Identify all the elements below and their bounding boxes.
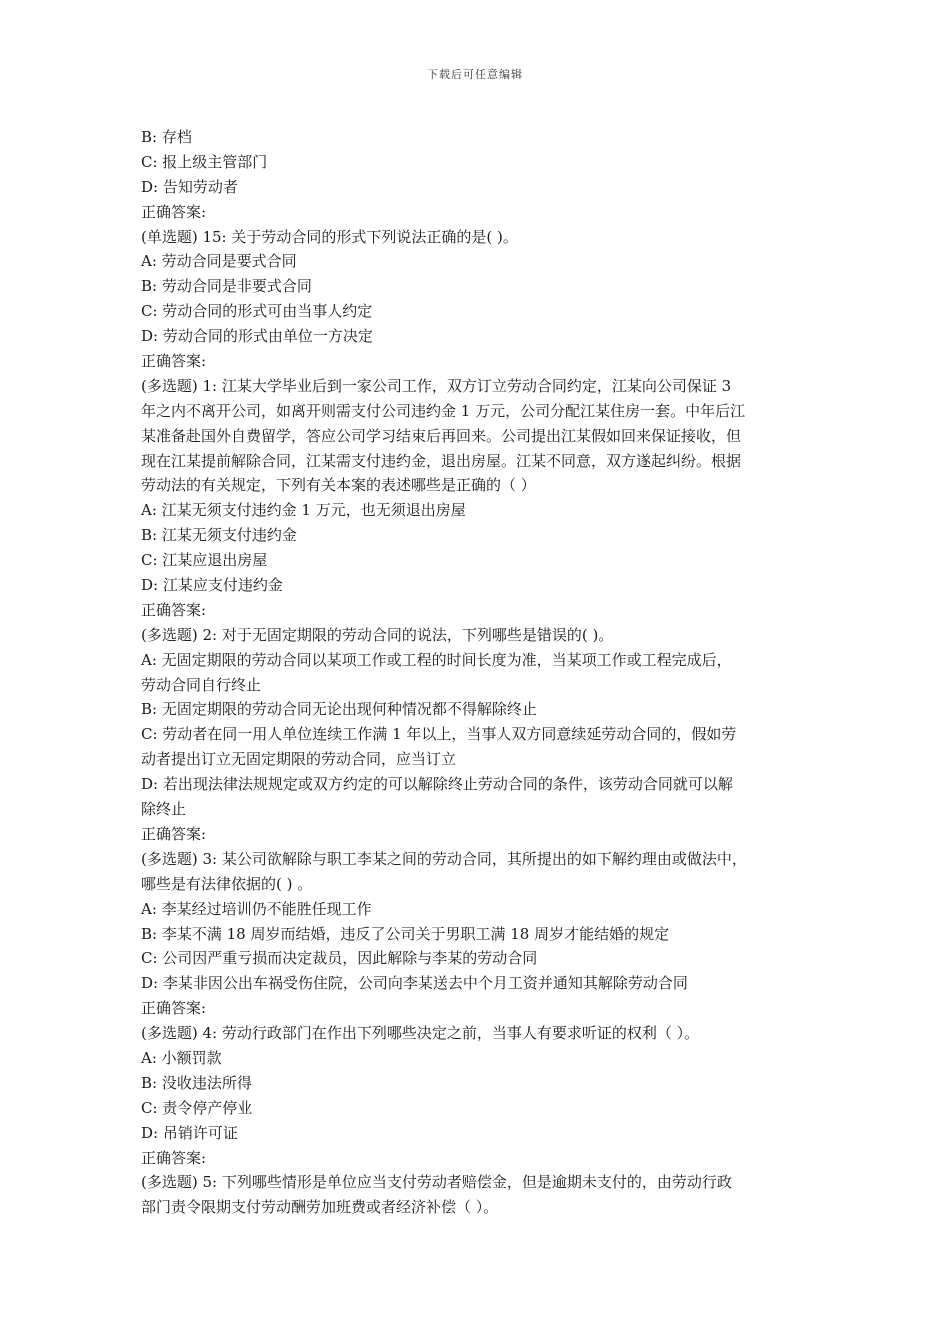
- answer-label: 正确答案:: [141, 1148, 207, 1167]
- option-line: A: 劳动合同是要式合同: [141, 252, 297, 271]
- question-text: 部门责令限期支付劳动酬劳加班费或者经济补偿（ ）。: [141, 1198, 499, 1217]
- option-line: B: 李某不满 18 周岁而结婚，违反了公司关于男职工满 18 周岁才能结婚的规定: [141, 924, 670, 943]
- option-line: B: 无固定期限的劳动合同无论出现何种情况都不得解除终止: [141, 700, 537, 719]
- option-line: D: 李某非因公出车祸受伤住院，公司向李某送去中个月工资并通知其解除劳动合同: [141, 974, 688, 993]
- question-text: 某准备赴国外自费留学，答应公司学习结束后再回来。公司提出江某假如回来保证接收，但: [141, 426, 742, 445]
- option-line: B: 劳动合同是非要式合同: [141, 277, 312, 296]
- question-title: (多选题) 1: 江某大学毕业后到一家公司工作，双方订立劳动合同约定，江某向公司保证 3: [141, 376, 732, 395]
- option-line: A: 无固定期限的劳动合同以某项工作或工程的时间长度为准，当某项工作或工程完成后，: [141, 650, 732, 669]
- option-line: D: 吊销许可证: [141, 1123, 238, 1142]
- option-line: B: 江某无须支付违约金: [141, 526, 297, 545]
- option-line: C: 劳动者在同一用人单位连续工作满 1 年以上，当事人双方同意续延劳动合同的，假如劳: [141, 725, 737, 744]
- option-line: C: 责令停产停业: [141, 1098, 253, 1117]
- question-title: (多选题) 5: 下列哪些情形是单位应当支付劳动者赔偿金，但是逾期未支付的，由劳动行政: [141, 1173, 732, 1192]
- option-line: B: 没收违法所得: [141, 1073, 252, 1092]
- question-title: (多选题) 2: 对于无固定期限的劳动合同的说法，下列哪些是错误的( )。: [141, 625, 614, 644]
- answer-label: 正确答案:: [141, 824, 207, 843]
- question-text: 年之内不离开公司，如离开则需支付公司违约金 1 万元，公司分配江某住房一套。中年后江: [141, 401, 746, 420]
- option-line: 除终止: [141, 800, 187, 819]
- question-text: 哪些是有法律依据的( ) 。: [141, 874, 313, 893]
- text-line: C: 报上级主管部门: [141, 152, 268, 171]
- question-title: (多选题) 4: 劳动行政部门在作出下列哪些决定之前，当事人有要求听证的权利（ ）。: [141, 1024, 700, 1043]
- option-line: C: 劳动合同的形式可由当事人约定: [141, 302, 373, 321]
- option-line: D: 劳动合同的形式由单位一方决定: [141, 327, 373, 346]
- option-line: 劳动合同自行终止: [141, 675, 262, 694]
- option-line: 动者提出订立无固定期限的劳动合同，应当订立: [141, 750, 457, 769]
- option-line: D: 江某应支付违约金: [141, 576, 283, 595]
- answer-label: 正确答案:: [141, 352, 207, 371]
- question-text: 现在江某提前解除合同，江某需支付违约金，退出房屋。江某不同意，双方遂起纠纷。根据: [141, 451, 742, 470]
- text-line: D: 告知劳动者: [141, 177, 238, 196]
- option-line: C: 江某应退出房屋: [141, 551, 268, 570]
- document-body: [141, 125, 811, 1220]
- question-text: 劳动法的有关规定，下列有关本案的表述哪些是正确的（ ）: [141, 476, 536, 495]
- answer-label: 正确答案:: [141, 202, 207, 221]
- page-header: 下载后可任意编辑: [427, 68, 523, 81]
- option-line: C: 公司因严重亏损而决定裁员，因此解除与李某的劳动合同: [141, 949, 538, 968]
- question-title: (单选题) 15: 关于劳动合同的形式下列说法正确的是( )。: [141, 227, 518, 246]
- option-line: A: 李某经过培训仍不能胜任现工作: [141, 899, 372, 918]
- answer-label: 正确答案:: [141, 999, 207, 1018]
- option-line: D: 若出现法律法规规定或双方约定的可以解除终止劳动合同的条件，该劳动合同就可以解: [141, 775, 733, 794]
- text-line: B: 存档: [141, 128, 192, 146]
- question-title: (多选题) 3: 某公司欲解除与职工李某之间的劳动合同，其所提出的如下解约理由或做法中，: [141, 849, 747, 868]
- option-line: A: 江某无须支付违约金 1 万元，也无须退出房屋: [141, 501, 466, 520]
- answer-label: 正确答案:: [141, 600, 207, 619]
- option-line: A: 小额罚款: [141, 1048, 222, 1067]
